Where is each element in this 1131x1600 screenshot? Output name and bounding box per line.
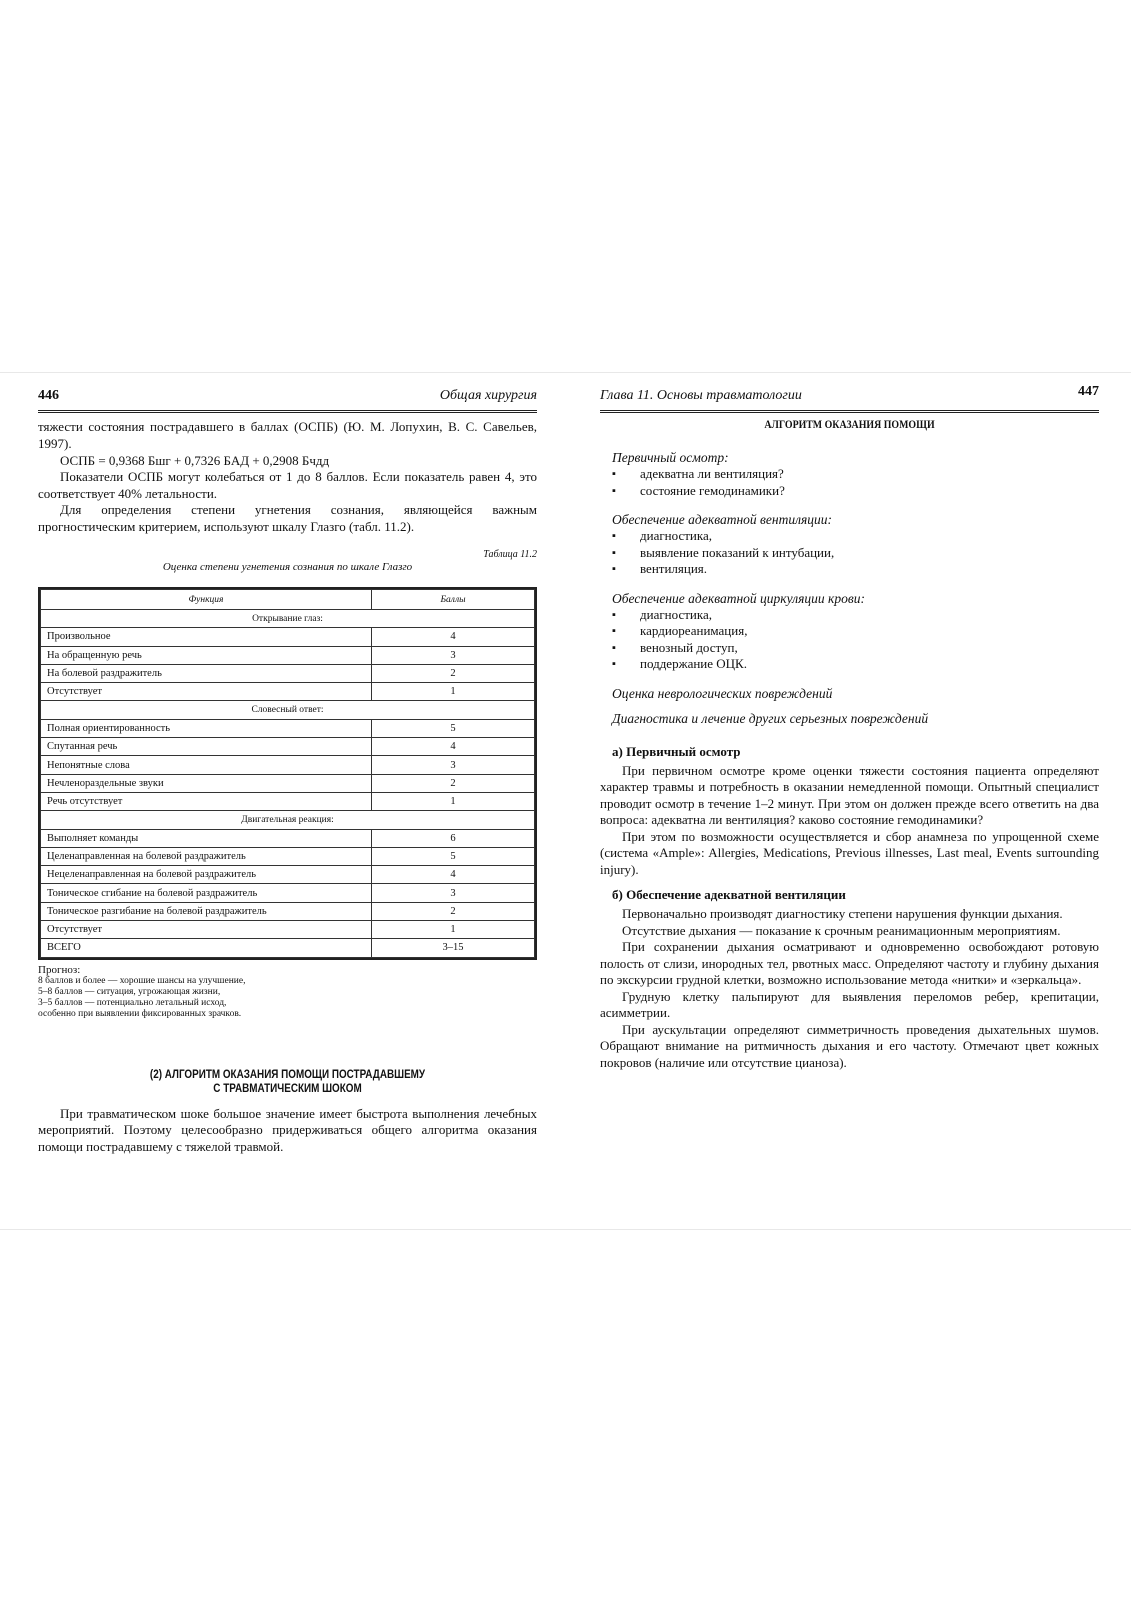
table-row [41, 866, 535, 884]
table-number: Таблица 11.2 [483, 549, 537, 560]
row-label: Нечленораздельные звуки [41, 774, 372, 792]
table-row [41, 756, 535, 774]
paragraph: Для определения степени угнетения сознания, являющейся важным прогностическим критерием, используют шкалу Глазго (табл. 11.2). [38, 502, 537, 534]
prognosis-note [38, 964, 537, 1020]
row-score: 6 [372, 829, 535, 847]
algorithm-title: АЛГОРИТМ ОКАЗАНИЯ ПОМОЩИ [764, 419, 935, 431]
table-row [41, 921, 535, 939]
row-score: 3 [372, 646, 535, 664]
right-page-header [600, 384, 1099, 413]
list-item: ▪ адекватна ли вентиляция? [612, 466, 1099, 483]
list-item: ▪ вентиляция. [612, 561, 1099, 578]
table-row [41, 628, 535, 646]
paragraph: Отсутствие дыхания — показание к срочным реанимационным мероприятиям. [622, 922, 1061, 938]
table-row [41, 664, 535, 682]
table-row [41, 902, 535, 920]
table-caption: Оценка степени угнетения сознания по шкале Глазго [162, 561, 413, 573]
row-label: Произвольное [41, 628, 372, 646]
row-label: Отсутствует [41, 683, 372, 701]
list-item: ▪ диагностика, [612, 607, 1099, 624]
circulation-list [612, 607, 1099, 673]
col-function: Функция [41, 590, 372, 610]
primary-exam-heading: Первичный осмотр: [612, 450, 729, 465]
prognosis-line: 5–8 баллов — ситуация, угрожающая жизни, [38, 986, 221, 997]
row-label: Отсутствует [41, 921, 372, 939]
section-verbal: Словесный ответ: [41, 701, 535, 719]
row-label: Речь отсутствует [41, 792, 372, 810]
row-score: 4 [372, 628, 535, 646]
paragraph: При этом по возможности осуществляется и сбор анамнеза по упрощенной схеме (система «Ample»: Allergies, Medications, Previous illnesses, Last meal, Events surrounding injury). [600, 828, 1099, 877]
row-label: Тоническое разгибание на болевой раздражитель [41, 902, 372, 920]
paragraph: При первичном осмотре кроме оценки тяжести состояния пациента определяют характер травмы и потребность в оказании немедленной помощи. Опытный специалист проводит осмотр в течение 1–2 минут. При этом он должен прежде всего ответить на два вопроса: адекватна ли вентиляция? каково состояние гемодинамики? [600, 762, 1099, 827]
list-item: ▪ поддержание ОЦК. [612, 656, 1099, 673]
total-row [41, 939, 535, 957]
table-row [41, 847, 535, 865]
row-label: Спутанная речь [41, 738, 372, 756]
row-score: 1 [372, 683, 535, 701]
ventilation-heading: Обеспечение адекватной вентиляции: [612, 512, 833, 527]
subsection-a-heading: а) Первичный осмотр [612, 743, 741, 759]
list-item: ▪ венозный доступ, [612, 640, 1099, 657]
glasgow-table [38, 587, 537, 960]
paragraph: Показатели ОСПБ могут колебаться от 1 до 8 баллов. Если показатель равен 4, это соответствует 40% летальности. [38, 469, 537, 501]
row-score: 3 [372, 756, 535, 774]
section-heading-line: С ТРАВМАТИЧЕСКИМ ШОКОМ [213, 1082, 362, 1095]
paragraph: При аускультации определяют симметричность проведения дыхательных шумов. Обращают внимание на ритмичность дыхания и его частоту. Отмечают цвет кожных покровов (наличие или отсутствие цианоза). [600, 1021, 1099, 1070]
row-label: На болевой раздражитель [41, 664, 372, 682]
prognosis-line: 3–5 баллов — потенциально летальный исход, [38, 997, 227, 1008]
list-item: ▪ кардиореанимация, [612, 623, 1099, 640]
left-page-header [38, 388, 537, 413]
row-label: Тоническое сгибание на болевой раздражитель [41, 884, 372, 902]
row-score: 2 [372, 664, 535, 682]
right-page [600, 384, 1099, 1071]
row-label: Непонятные слова [41, 756, 372, 774]
table-row [41, 774, 535, 792]
list-item: ▪ выявление показаний к интубации, [612, 545, 1099, 562]
row-label: Полная ориентированность [41, 719, 372, 737]
total-score: 3–15 [372, 939, 535, 957]
row-score: 1 [372, 921, 535, 939]
row-score: 4 [372, 866, 535, 884]
right-running-title: Глава 11. Основы травматологии [600, 388, 802, 403]
total-label: ВСЕГО [41, 939, 372, 957]
neuro-heading: Оценка неврологических повреждений [612, 685, 833, 701]
col-score: Баллы [372, 590, 535, 610]
row-label: Выполняет команды [41, 829, 372, 847]
paragraph: Грудную клетку пальпируют для выявления переломов ребер, крепитации, асимметрии. [600, 988, 1099, 1020]
row-score: 2 [372, 774, 535, 792]
paragraph: При травматическом шоке большое значение имеет быстрота выполнения лечебных мероприятий. Поэтому целесообразно придерживаться общего алгоритма оказания помощи пострадавшему с тяжелой травмой. [38, 1105, 537, 1154]
prognosis-line: 8 баллов и более — хорошие шансы на улучшение, [38, 975, 246, 986]
row-label: Нецеленаправленная на болевой раздражитель [41, 866, 372, 884]
table-row [41, 792, 535, 810]
row-score: 4 [372, 738, 535, 756]
subsection-b-heading: б) Обеспечение адекватной вентиляции [612, 887, 846, 902]
row-label: Целенаправленная на болевой раздражитель [41, 847, 372, 865]
list-item: ▪ диагностика, [612, 528, 1099, 545]
table-row [41, 738, 535, 756]
section-heading [73, 1068, 502, 1096]
row-score: 5 [372, 719, 535, 737]
primary-exam-list [612, 466, 1099, 499]
paragraph: Первоначально производят диагностику степени нарушения функции дыхания. [622, 906, 1063, 921]
paragraph: При сохранении дыхания осматривают и одновременно освобождают ротовую полость от слизи, инородных тел, рвотных масс. Определяют частоту и глубину дыхания по экскурсии грудной клетки, возможно использование метода «нитки» и «зеркальца». [600, 939, 1099, 987]
other-injuries-heading: Диагностика и лечение других серьезных повреждений [612, 710, 929, 726]
row-score: 5 [372, 847, 535, 865]
table-row [41, 646, 535, 664]
left-page-number: 446 [38, 388, 59, 403]
row-score: 3 [372, 884, 535, 902]
ospb-formula: ОСПБ = 0,9368 Бшг + 0,7326 БАД + 0,2908 Бчдд [60, 453, 330, 468]
table-row [41, 829, 535, 847]
list-item: ▪ состояние гемодинамики? [612, 483, 1099, 500]
section-eyes: Открывание глаз: [41, 610, 535, 628]
prognosis-line: особенно при выявлении фиксированных зрачков. [38, 1008, 242, 1019]
prognosis-title: Прогноз: [38, 963, 81, 976]
section-motor: Двигательная реакция: [41, 811, 535, 829]
right-page-number: 447 [1078, 384, 1099, 399]
table-row [41, 884, 535, 902]
section-heading-line: (2) АЛГОРИТМ ОКАЗАНИЯ ПОМОЩИ ПОСТРАДАВШЕМУ [149, 1068, 426, 1081]
row-label: На обращенную речь [41, 646, 372, 664]
table-row [41, 683, 535, 701]
table-row [41, 719, 535, 737]
row-score: 2 [372, 902, 535, 920]
paragraph: тяжести состояния пострадавшего в баллах (ОСПБ) (Ю. М. Лопухин, В. С. Савельев, 1997). [38, 419, 537, 451]
left-running-title: Общая хирургия [439, 388, 537, 403]
ventilation-list [612, 528, 1099, 578]
left-page [38, 388, 537, 1155]
table-header-row [41, 590, 535, 610]
row-score: 1 [372, 792, 535, 810]
circulation-heading: Обеспечение адекватной циркуляции крови: [612, 590, 865, 606]
